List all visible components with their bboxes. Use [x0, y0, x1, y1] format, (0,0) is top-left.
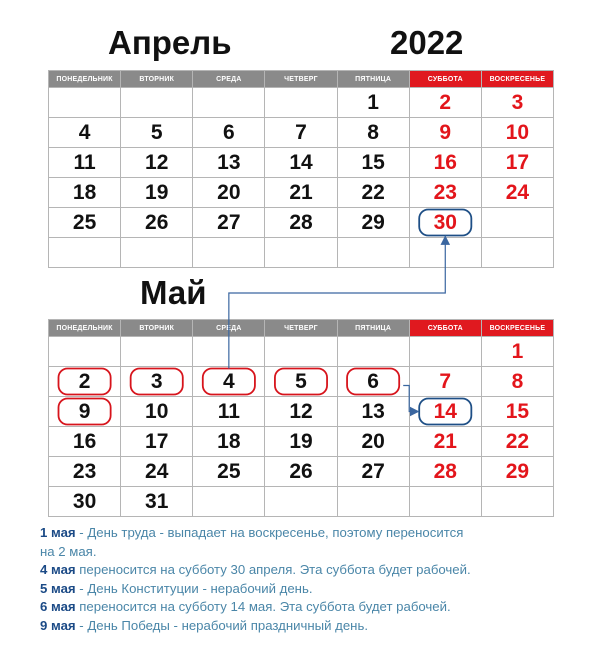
day-cell: 25 [193, 457, 265, 487]
day-cell: 10 [481, 118, 553, 148]
day-cell: 28 [265, 208, 337, 238]
week-row [49, 397, 554, 427]
week-row [49, 487, 554, 517]
weekday-header: ВОСКРЕСЕНЬЕ [481, 320, 553, 337]
day-cell: 29 [481, 457, 553, 487]
day-cell: 14 [265, 148, 337, 178]
note-text: на 2 мая. [40, 543, 97, 559]
day-cell [49, 88, 121, 118]
notes-section [40, 524, 580, 635]
day-cell: 11 [193, 397, 265, 427]
weekday-header: ПОНЕДЕЛЬНИК [49, 71, 121, 88]
day-cell: 26 [121, 208, 193, 238]
day-cell: 31 [121, 487, 193, 517]
weekday-header: СУББОТА [409, 71, 481, 88]
day-cell [265, 238, 337, 268]
note-line [40, 561, 580, 580]
april-title: Апрель [108, 24, 232, 61]
weekday-header: ПЯТНИЦА [337, 320, 409, 337]
week-row [49, 238, 554, 268]
day-cell: 12 [121, 148, 193, 178]
day-cell: 20 [337, 427, 409, 457]
day-cell [481, 208, 553, 238]
day-cell: 3 [481, 88, 553, 118]
week-row [49, 457, 554, 487]
day-cell: 19 [265, 427, 337, 457]
year-title: 2022 [390, 24, 464, 61]
day-cell: 23 [49, 457, 121, 487]
day-cell [121, 238, 193, 268]
day-cell: 7 [409, 367, 481, 397]
day-cell: 11 [49, 148, 121, 178]
note-line [40, 580, 580, 599]
day-cell: 18 [49, 178, 121, 208]
note-text: переносится на субботу 14 мая. Эта суббота будет рабочей. [75, 599, 451, 614]
day-cell [193, 337, 265, 367]
day-cell: 18 [193, 427, 265, 457]
may-calendar [48, 319, 554, 517]
day-cell [337, 487, 409, 517]
day-cell: 15 [337, 148, 409, 178]
day-cell [193, 238, 265, 268]
weekday-header: ВТОРНИК [121, 71, 193, 88]
weekday-header-row [49, 320, 554, 337]
day-cell: 9 [49, 397, 121, 427]
day-cell: 5 [265, 367, 337, 397]
note-text: переносится на субботу 30 апреля. Эта суббота будет рабочей. [75, 562, 471, 577]
week-row [49, 208, 554, 238]
april-calendar [48, 70, 554, 268]
day-cell: 3 [121, 367, 193, 397]
note-date: 1 мая [40, 525, 76, 540]
day-cell [337, 238, 409, 268]
week-row [49, 178, 554, 208]
day-cell [409, 337, 481, 367]
weekday-header: ВОСКРЕСЕНЬЕ [481, 71, 553, 88]
day-cell: 2 [409, 88, 481, 118]
weekday-header: СРЕДА [193, 71, 265, 88]
note-line [40, 543, 580, 562]
note-text: - День Конституции - нерабочий день. [75, 580, 313, 596]
note-date: 9 мая [40, 617, 76, 633]
day-cell: 20 [193, 178, 265, 208]
day-cell: 30 [49, 487, 121, 517]
day-cell [409, 238, 481, 268]
day-cell: 5 [121, 118, 193, 148]
day-cell: 14 [409, 397, 481, 427]
day-cell [265, 337, 337, 367]
day-cell: 2 [49, 367, 121, 397]
day-cell: 6 [193, 118, 265, 148]
day-cell: 25 [49, 208, 121, 238]
may-title: Май [140, 274, 207, 311]
note-text: - День Победы - нерабочий праздничный день. [75, 617, 368, 633]
day-cell: 16 [409, 148, 481, 178]
day-cell: 13 [193, 148, 265, 178]
day-cell: 24 [481, 178, 553, 208]
weekday-header: ЧЕТВЕРГ [265, 320, 337, 337]
day-cell [265, 88, 337, 118]
note-date: 5 мая [40, 580, 76, 596]
day-cell [49, 238, 121, 268]
day-cell [337, 337, 409, 367]
day-cell: 7 [265, 118, 337, 148]
weekday-header: ВТОРНИК [121, 320, 193, 337]
day-cell [481, 238, 553, 268]
day-cell: 29 [337, 208, 409, 238]
day-cell [193, 487, 265, 517]
weekday-header: ПЯТНИЦА [337, 71, 409, 88]
note-date: 6 мая [40, 599, 76, 614]
day-cell: 24 [121, 457, 193, 487]
day-cell [121, 337, 193, 367]
weekday-header-row [49, 71, 554, 88]
week-row [49, 88, 554, 118]
note-text: - День труда - выпадает на воскресенье, поэтому переносится [75, 525, 464, 540]
day-cell: 9 [409, 118, 481, 148]
day-cell: 26 [265, 457, 337, 487]
day-cell: 27 [193, 208, 265, 238]
note-line [40, 617, 580, 636]
day-cell: 30 [409, 208, 481, 238]
day-cell: 4 [49, 118, 121, 148]
weekday-header: ЧЕТВЕРГ [265, 71, 337, 88]
day-cell: 4 [193, 367, 265, 397]
day-cell: 16 [49, 427, 121, 457]
day-cell: 27 [337, 457, 409, 487]
day-cell: 10 [121, 397, 193, 427]
day-cell: 13 [337, 397, 409, 427]
day-cell: 17 [481, 148, 553, 178]
week-row [49, 118, 554, 148]
day-cell: 8 [337, 118, 409, 148]
day-cell: 1 [481, 337, 553, 367]
day-cell: 12 [265, 397, 337, 427]
day-cell: 22 [337, 178, 409, 208]
weekday-header: СУББОТА [409, 320, 481, 337]
day-cell: 23 [409, 178, 481, 208]
day-cell: 22 [481, 427, 553, 457]
note-line [40, 524, 580, 543]
week-row [49, 427, 554, 457]
day-cell [265, 487, 337, 517]
note-date: 4 мая [40, 562, 76, 577]
day-cell [193, 88, 265, 118]
day-cell: 19 [121, 178, 193, 208]
day-cell [409, 487, 481, 517]
day-cell: 17 [121, 427, 193, 457]
day-cell: 15 [481, 397, 553, 427]
week-row [49, 337, 554, 367]
day-cell: 6 [337, 367, 409, 397]
day-cell: 21 [265, 178, 337, 208]
note-line [40, 598, 580, 617]
day-cell: 21 [409, 427, 481, 457]
day-cell [481, 487, 553, 517]
day-cell [121, 88, 193, 118]
week-row [49, 367, 554, 397]
weekday-header: СРЕДА [193, 320, 265, 337]
week-row [49, 148, 554, 178]
day-cell: 28 [409, 457, 481, 487]
weekday-header: ПОНЕДЕЛЬНИК [49, 320, 121, 337]
day-cell [49, 337, 121, 367]
day-cell: 8 [481, 367, 553, 397]
day-cell: 1 [337, 88, 409, 118]
